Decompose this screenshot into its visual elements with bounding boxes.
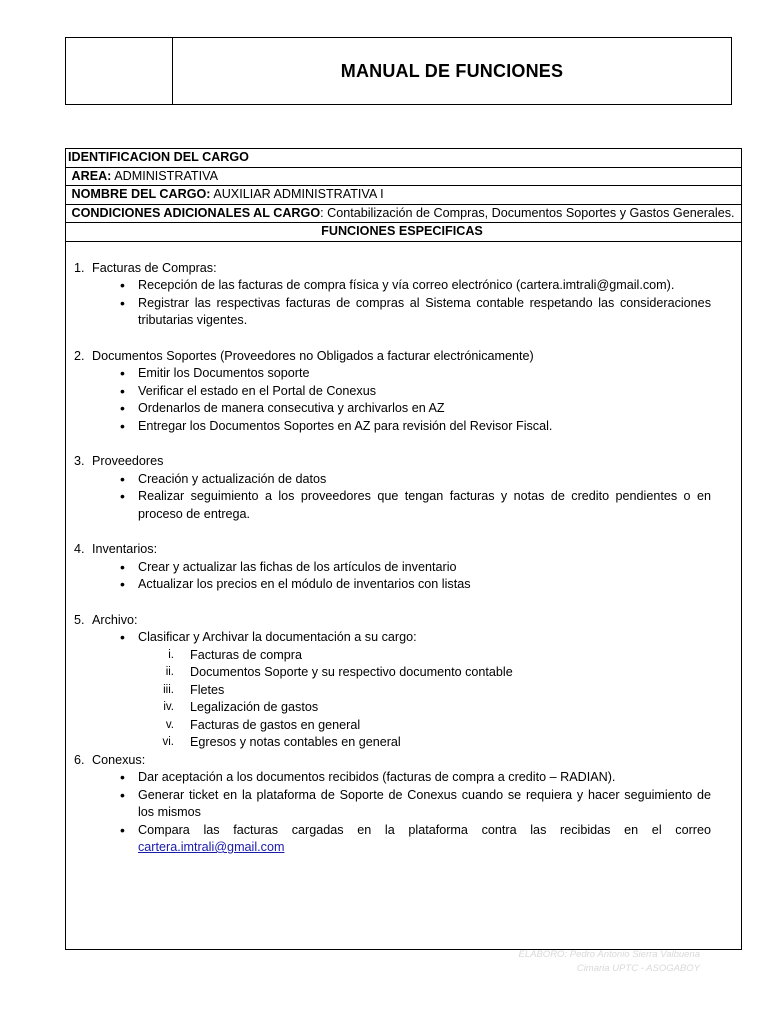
section-number: 5. xyxy=(74,612,85,627)
roman-number: i. xyxy=(168,648,174,661)
cargo-label: NOMBRE DEL CARGO: xyxy=(71,187,211,201)
cargo-value: AUXILIAR ADMINISTRATIVA I xyxy=(213,187,384,201)
roman-item xyxy=(146,647,711,665)
section-title: Documentos Soportes (Proveedores no Obligados a facturar electrónicamente) xyxy=(92,348,534,363)
list-item: • Creación y actualización de datos xyxy=(118,471,711,489)
roman-text: Legalización de gastos xyxy=(190,700,319,714)
roman-number: vi. xyxy=(162,736,174,748)
watermark-line: ELABORO: Pedro Antonio Sierra Valbuena xyxy=(518,949,700,960)
section-title: Conexus: xyxy=(92,752,146,767)
list-item xyxy=(118,822,711,857)
roman-text: Documentos Soporte y su respectivo documento contable xyxy=(190,665,513,679)
section-proveedores xyxy=(74,453,711,523)
roman-number: iii. xyxy=(163,683,174,696)
section-inventarios xyxy=(74,541,711,594)
section-title: Archivo: xyxy=(92,612,138,627)
roman-item xyxy=(146,717,711,735)
section-number: 3. xyxy=(74,454,85,468)
email-link[interactable]: cartera.imtrali@gmail.com xyxy=(138,840,285,854)
list-item: • Dar aceptación a los documentos recibidos (facturas de compra a credito – RADIAN). xyxy=(118,769,711,787)
list-item: • Generar ticket en la plataforma de Soporte de Conexus cuando se requiera y hacer seguimiento de los mismos xyxy=(118,787,711,822)
header-box xyxy=(65,37,732,105)
roman-item xyxy=(146,664,711,682)
roman-text: Facturas de gastos en general xyxy=(190,717,361,732)
roman-item xyxy=(146,682,711,700)
section-number: 1. xyxy=(74,260,85,275)
section-title: Facturas de Compras: xyxy=(92,260,217,275)
roman-text: Egresos y notas contables en general xyxy=(190,735,401,749)
list-item: • Registrar las respectivas facturas de compras al Sistema contable respetando las consideraciones tributarias vigentes. xyxy=(118,295,711,330)
functions-body xyxy=(66,242,741,857)
functions-table xyxy=(65,148,742,950)
watermark xyxy=(519,948,700,976)
roman-text: Fletes xyxy=(190,682,225,697)
area-value: ADMINISTRATIVA xyxy=(114,168,218,183)
list-item: • Realizar seguimiento a los proveedores que tengan facturas y notas de credito pendientes o en proceso de entrega. xyxy=(118,488,711,523)
roman-text: Facturas de compra xyxy=(190,647,302,662)
condiciones-label: CONDICIONES ADICIONALES AL CARGO xyxy=(71,205,321,220)
list-item: • Clasificar y Archivar la documentación a su cargo: xyxy=(118,629,711,647)
list-item: • Entregar los Documentos Soportes en AZ para revisión del Revisor Fiscal. xyxy=(118,418,711,436)
section-archivo xyxy=(74,612,711,752)
list-item: • Actualizar los precios en el módulo de inventarios con listas xyxy=(118,576,711,594)
section-conexus xyxy=(74,752,711,857)
section-number: 6. xyxy=(74,752,85,767)
logo-cell xyxy=(66,38,173,104)
list-item: • Emitir los Documentos soporte xyxy=(118,365,711,383)
section-title: Proveedores xyxy=(92,454,164,468)
cargo-row xyxy=(66,186,741,205)
id-heading: IDENTIFICACION DEL CARGO xyxy=(68,150,249,164)
area-row xyxy=(66,168,741,187)
section-documentos xyxy=(74,348,711,436)
roman-number: v. xyxy=(165,718,174,731)
roman-item xyxy=(146,699,711,717)
list-item: • Verificar el estado en el Portal de Conexus xyxy=(118,383,711,401)
funciones-heading: FUNCIONES ESPECIFICAS xyxy=(66,223,741,242)
roman-item xyxy=(146,734,711,752)
condiciones-row xyxy=(66,205,741,224)
list-item-text: Compara las facturas cargadas en la plataforma contra las recibidas en el correo xyxy=(138,822,711,837)
section-title: Inventarios: xyxy=(92,542,158,556)
roman-number: ii. xyxy=(165,666,174,678)
area-label: AREA: xyxy=(71,168,112,183)
list-item: • Ordenarlos de manera consecutiva y archivarlos en AZ xyxy=(118,400,711,418)
condiciones-value: : Contabilización de Compras, Documentos Soportes y Gastos Generales. xyxy=(320,205,735,220)
list-item: • Recepción de las facturas de compra física y vía correo electrónico (cartera.imtrali@gmail.com). xyxy=(118,277,711,295)
watermark-line: Cimaria UPTC - ASOGABOY xyxy=(576,963,700,974)
page-title: MANUAL DE FUNCIONES xyxy=(340,60,564,81)
list-item: • Crear y actualizar las fichas de los artículos de inventario xyxy=(118,559,711,577)
section-facturas xyxy=(74,260,711,330)
section-number: 2. xyxy=(74,348,85,363)
roman-number: iv. xyxy=(163,701,174,713)
id-heading-row xyxy=(66,149,741,168)
section-number: 4. xyxy=(74,542,85,556)
roman-list xyxy=(74,647,711,752)
